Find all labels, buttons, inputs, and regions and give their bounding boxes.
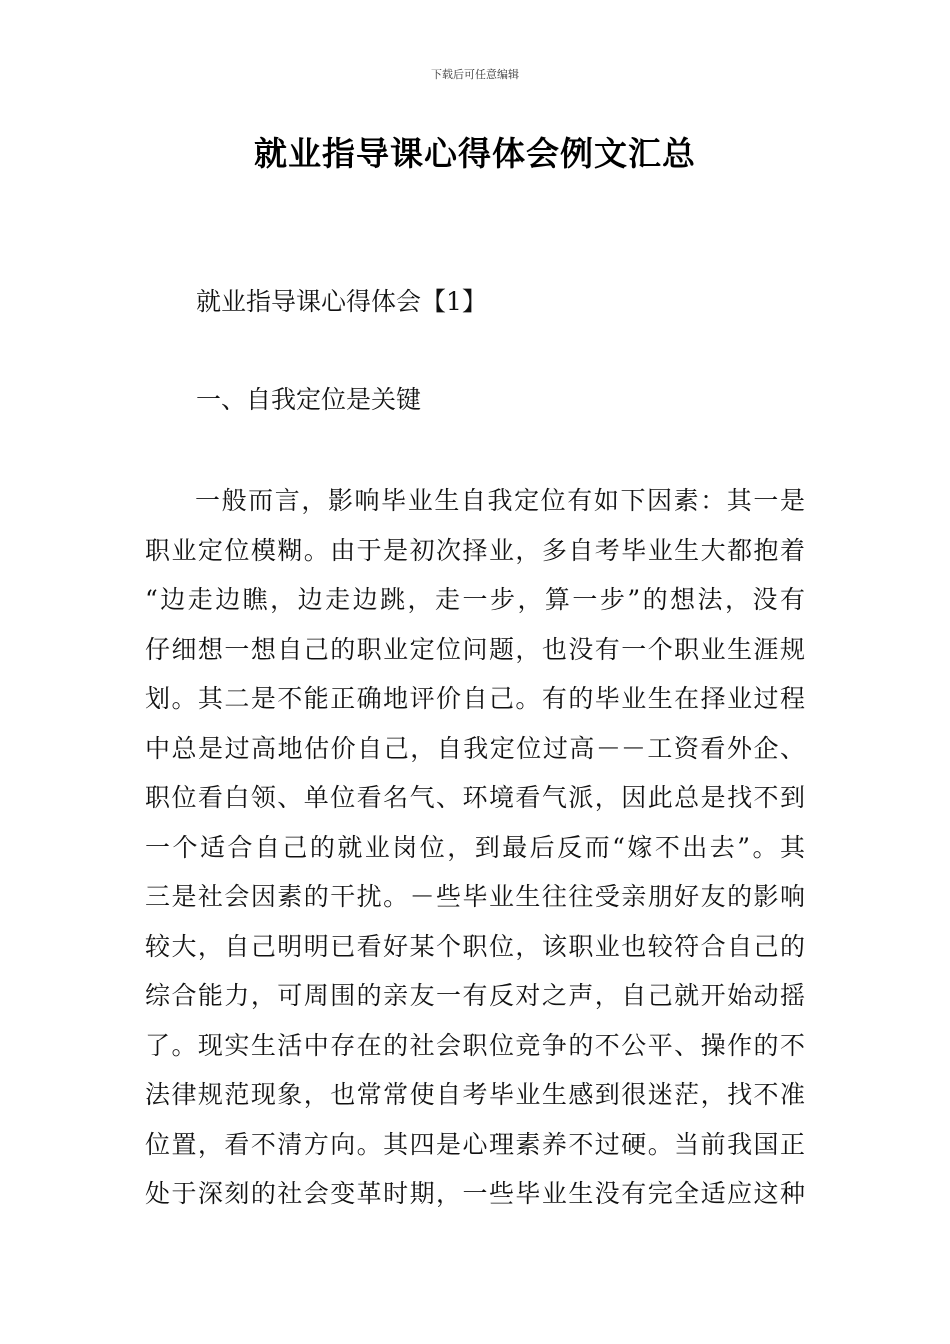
body-paragraph xyxy=(145,476,805,1219)
paragraph-line: 三是社会因素的干扰。－些毕业生往往受亲朋好友的影响 xyxy=(145,882,805,911)
paragraph-line: 法律规范现象，也常常使自考毕业生感到很迷茫，找不准 xyxy=(145,1080,805,1109)
paragraph-line: 中总是过高地估价自己，自我定位过高－－工资看外企、 xyxy=(145,733,805,763)
document-title: 就业指导课心得体会例文汇总 xyxy=(254,134,696,173)
paragraph-line: 位置，看不清方向。其四是心理素养不过硬。当前我国正 xyxy=(145,1129,805,1159)
paragraph-line: 较大，自己明明已看好某个职位，该职业也较符合自己的 xyxy=(145,931,805,961)
paragraph-line: “边走边瞧，边走边跳，走一步，算一步”的想法，没有 xyxy=(145,585,805,614)
paragraph-line: 一般而言，影响毕业生自我定位有如下因素：其一是 xyxy=(195,486,805,515)
subheading: 一、自我定位是关键 xyxy=(196,385,422,414)
paragraph-line: 处于深刻的社会变革时期，一些毕业生没有完全适应这种 xyxy=(145,1179,805,1208)
paragraph-line: 一个适合自己的就业岗位，到最后反而“嫁不出去”。其 xyxy=(145,832,805,862)
section-heading: 就业指导课心得体会【1】 xyxy=(196,287,487,316)
paragraph-line: 综合能力，可周围的亲友一有反对之声，自己就开始动摇 xyxy=(145,981,805,1010)
paragraph-line: 了。现实生活中存在的社会职位竞争的不公平、操作的不 xyxy=(145,1030,805,1060)
paragraph-line: 划。其二是不能正确地评价自己。有的毕业生在择业过程 xyxy=(145,684,805,713)
header-note: 下载后可任意编辑 xyxy=(431,68,519,81)
paragraph-line: 仔细想一想自己的职业定位问题，也没有一个职业生涯规 xyxy=(145,634,805,664)
paragraph-line: 职业定位模糊。由于是初次择业，多自考毕业生大都抱着 xyxy=(145,535,805,565)
paragraph-line: 职位看白领、单位看名气、环境看气派，因此总是找不到 xyxy=(145,783,805,812)
